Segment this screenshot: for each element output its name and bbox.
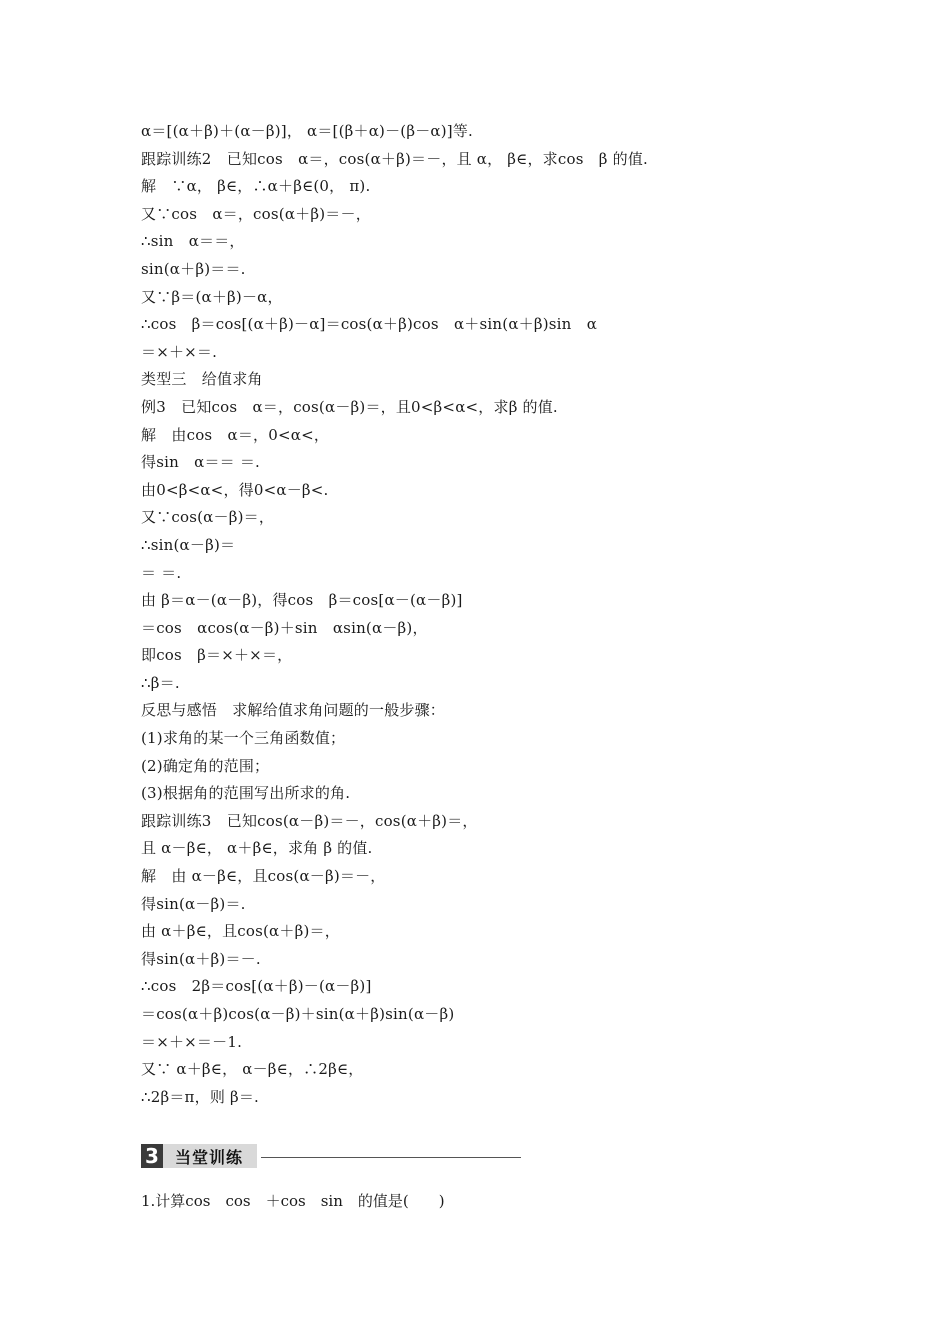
section-divider	[261, 1157, 521, 1158]
text-line: ＝ ＝.	[141, 563, 182, 582]
text-line: 类型三 给值求角	[141, 370, 263, 389]
solution-text	[141, 118, 841, 1111]
text-line: (1)求角的某一个三角函数值；	[141, 729, 346, 748]
text-line: 由 β＝α－(α－β)，得cos β＝cos[α－(α－β)]	[141, 591, 463, 610]
text-line: (2)确定角的范围；	[141, 756, 270, 775]
text-line: 解 ∵α， β∈，∴α＋β∈(0， π).	[141, 177, 371, 196]
text-line: ∴sin α＝＝，	[141, 232, 245, 251]
text-line: 且 α－β∈， α＋β∈，求角 β 的值.	[141, 839, 373, 858]
text-line: ∴β＝.	[141, 673, 180, 692]
exercise-question: 1.计算cos cos ＋cos sin 的值是( )	[141, 1192, 445, 1210]
text-line: 跟踪训练2 已知cos α＝，cos(α＋β)＝－，且 α， β∈，求cos β 的值.	[141, 149, 649, 168]
text-line: ＝×＋×＝－1.	[141, 1032, 243, 1051]
section-header	[141, 1143, 521, 1169]
text-line: 即cos β＝×＋×＝，	[141, 646, 293, 665]
text-line: ∴cos 2β＝cos[(α＋β)－(α－β)]	[141, 977, 372, 996]
text-line: 得sin(α－β)＝.	[141, 894, 246, 913]
text-line: 又∵β＝(α＋β)－α，	[141, 287, 283, 306]
text-line: 又∵cos(α－β)＝，	[141, 508, 275, 527]
text-line: 由0<β<α<，得0<α－β<.	[141, 480, 329, 499]
text-line: (3)根据角的范围写出所求的角.	[141, 784, 351, 803]
text-line: 得sin(α＋β)＝－.	[141, 949, 261, 968]
text-line: 例3 已知cos α＝，cos(α－β)＝，且0<β<α<，求β 的值.	[141, 397, 558, 416]
text-line: 跟踪训练3 已知cos(α－β)＝－，cos(α＋β)＝，	[141, 811, 478, 830]
text-line: 反思与感悟 求解给值求角问题的一般步骤：	[141, 701, 446, 720]
text-line: ＝cos αcos(α－β)＋sin αsin(α－β)，	[141, 618, 428, 637]
text-line: ＝cos(α＋β)cos(α－β)＋sin(α＋β)sin(α－β)	[141, 1005, 455, 1023]
section-number: 3	[141, 1144, 163, 1168]
text-line: 解 由 α－β∈，且cos(α－β)＝－，	[141, 867, 386, 886]
text-line: 又∵cos α＝，cos(α＋β)＝－，	[141, 204, 371, 223]
text-line: ∴2β＝π，则 β＝.	[141, 1087, 260, 1106]
text-line: 由 α＋β∈，且cos(α＋β)＝，	[141, 922, 340, 941]
text-line: ∴cos β＝cos[(α＋β)－α]＝cos(α＋β)cos α＋sin(α＋β)sin α	[141, 315, 598, 334]
text-line: 解 由cos α＝，0<α<，	[141, 425, 330, 444]
text-line: ＝×＋×＝.	[141, 342, 218, 361]
text-line: sin(α＋β)＝＝.	[141, 259, 246, 278]
text-line: α＝[(α＋β)＋(α－β)]， α＝[(β＋α)－(β－α)]等.	[141, 122, 474, 140]
section-title: 当堂训练	[163, 1144, 257, 1168]
text-line: 得sin α＝＝ ＝.	[141, 453, 261, 472]
text-line: 又∵ α＋β∈， α－β∈，∴2β∈，	[141, 1060, 364, 1079]
text-line: ∴sin(α－β)＝	[141, 535, 236, 554]
